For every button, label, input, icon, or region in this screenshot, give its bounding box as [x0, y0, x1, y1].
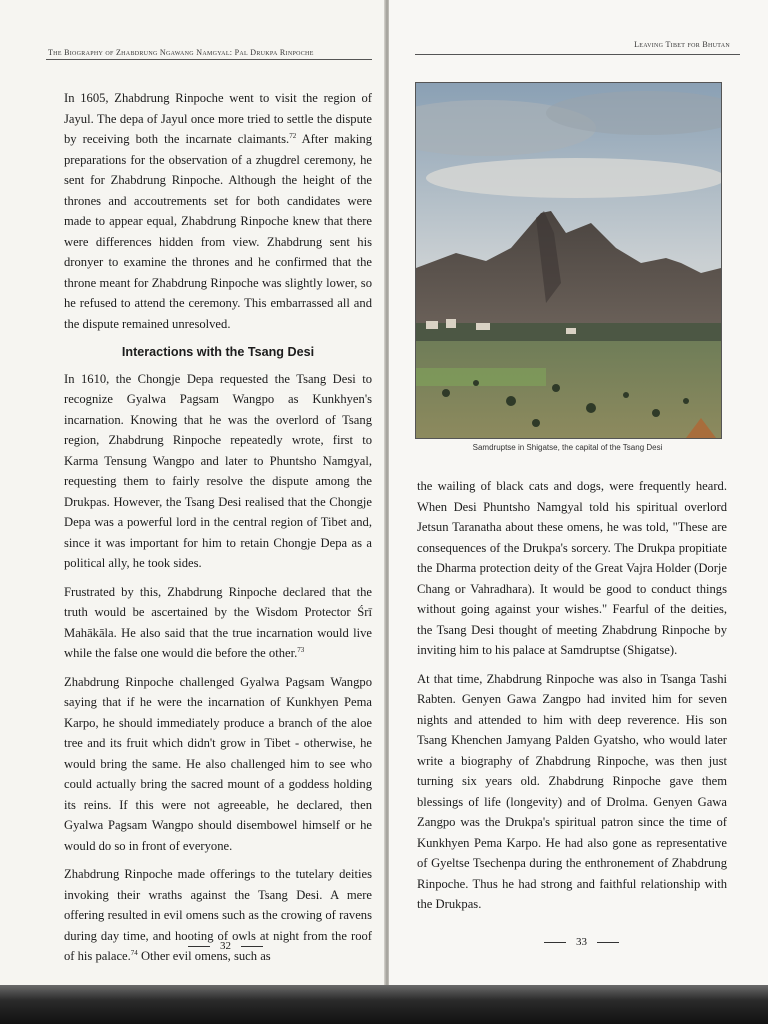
left-paragraph-2: In 1610, the Chongje Depa requested the Tsang Desi to recognize Gyalwa Pagsam Wangpo as Kunkhyen's incarnation. Knowing that he was the overlord of Tsang region, Zhabdrung Rinpoche repeatedly wrote, first to Karma Tensung Wangpo and later to Phuntsho Namgyal, requesting them to fairly resolve the dispute among the Drukpas. However, the Tsang Desi realised that the Chongje Depa was a powerful lord in the central region of Tibet and, since it was important for him to retain Chongje Depa as a political ally, he took sides. — [64, 371, 372, 570]
footnote-ref-72: 72 — [289, 131, 297, 140]
right-header-rule — [415, 54, 740, 55]
right-page-number — [534, 936, 629, 948]
left-paragraph-1-cont: After making preparations for the observation of a zhugdrel ceremony, he sent for Zhabdrung Rinpoche. Although the height of the thrones and accoutrements set for both candidates were made to appear equal, Zhabdrung Rinpoche knew that there were differences hidden from view. Zhabdrung sent his dronyer to examine the thrones and he confirmed that the throne meant for Zhabdrung Rinpoche was slightly lower, so he refused to attend the ceremony. This embarrassed all and the dispute remained unresolved. — [64, 132, 373, 331]
right-body-text — [417, 476, 727, 923]
left-paragraph-4: Zhabdrung Rinpoche challenged Gyalwa Pagsam Wangpo saying that if he were the incarnation of Kunkhyen Pema Karpo, he should immediately produce a branch of the aloe tree and its fruit which didn't grow in Tibet - otherwise, he would bring the same. He also challenged him to see who could actually bring the sacred mount of a goddess holding its reins. If this were not agreeable, he declared, then Gyalwa Pagsam Wangpo should disembowel himself or he would do so in front of everyone. — [64, 674, 372, 853]
left-running-head: The Biography of Zhabdrung Ngawang Namgyal: Pal Drukpa Rinpoche — [48, 48, 314, 57]
folio-dash — [188, 946, 210, 947]
landscape-illustration — [416, 83, 721, 438]
left-paragraph-1-text: In 1605, Zhabdrung Rinpoche went to visit the region of Jayul. The depa of Jayul once more tried to settle the dispute by receiving both the incarnate claimants. — [64, 91, 372, 146]
samdruptse-photo — [415, 82, 722, 439]
folio-dash — [241, 946, 263, 947]
right-paragraph-2: At that time, Zhabdrung Rinpoche was also in Tsanga Tashi Rabten. Genyen Gawa Zangpo had invited him for seven nights and attended to him with deep reverence. His son Tsang Khenchen Jamyang Palden Gyatsho, who would later write a biography of Zhabdrung Rinpoche, was then just turning six years old. Zhabdrung Rinpoche gave them blessings of life (longevity) and of Drolma. Genyen Gawa Zangpo was the Drukpa's spiritual patron since the time of Kunkhyen Pema Karpo. He had also gone as representative of Gyeltse Tsechenpa during the enthronement of Zhabdrung Rinpoche. Thus he had strong and faithful relationship with the Drukpas. — [417, 671, 727, 911]
left-folio-number: 32 — [220, 940, 231, 952]
right-paragraph-1: the wailing of black cats and dogs, were frequently heard. When Desi Phuntsho Namgyal told his spiritual overlord Jetsun Taranatha about these omens, he was told, "These are consequences of the Drukpa's sorcery. The Drukpa propitiate the Dharma protection deity of the Great Vajra Holder (Dorje Chang or Vahradhara). It would be good to conduct things without going against your wishes." Fearful of the deities, the Tsang Desi thought of meeting Zhabdrung Rinpoche by inviting him to his palace at Samdruptse (Shigatse). — [417, 479, 727, 657]
folio-dash — [597, 942, 619, 943]
scan-bottom-shadow — [0, 985, 768, 1024]
section-heading: Interactions with the Tsang Desi — [121, 345, 315, 359]
right-folio-number: 33 — [576, 936, 587, 948]
folio-dash — [544, 942, 566, 943]
left-page-number — [178, 940, 273, 952]
left-paragraph-5-cont: Other evil omens, such as — [137, 949, 271, 963]
photo-caption: Samdruptse in Shigatse, the capital of the Tsang Desi — [472, 443, 663, 452]
footnote-ref-74: 74 — [130, 948, 138, 957]
left-header-rule — [46, 59, 372, 60]
left-page — [0, 0, 387, 990]
left-paragraph-1 — [64, 88, 372, 334]
footnote-ref-73: 73 — [297, 645, 305, 654]
left-paragraph-3-text: Frustrated by this, Zhabdrung Rinpoche declared that the truth would be ascertained by the Wisdom Protector Śrī Mahākāla. He also said that the true incarnation would live while the false one would die before the other. — [64, 584, 372, 660]
right-running-head: Leaving Tibet for Bhutan — [634, 40, 730, 49]
left-body-text — [64, 88, 372, 975]
left-paragraph-5-text: Zhabdrung Rinpoche made offerings to the tutelary deities invoking their wraths against the Tsang Desi. A mere offering resulted in evil omens such as the crowing of ravens during day time, and hooting of owls at night from the roof of his palace. — [64, 867, 372, 963]
left-paragraph-3 — [64, 582, 372, 664]
